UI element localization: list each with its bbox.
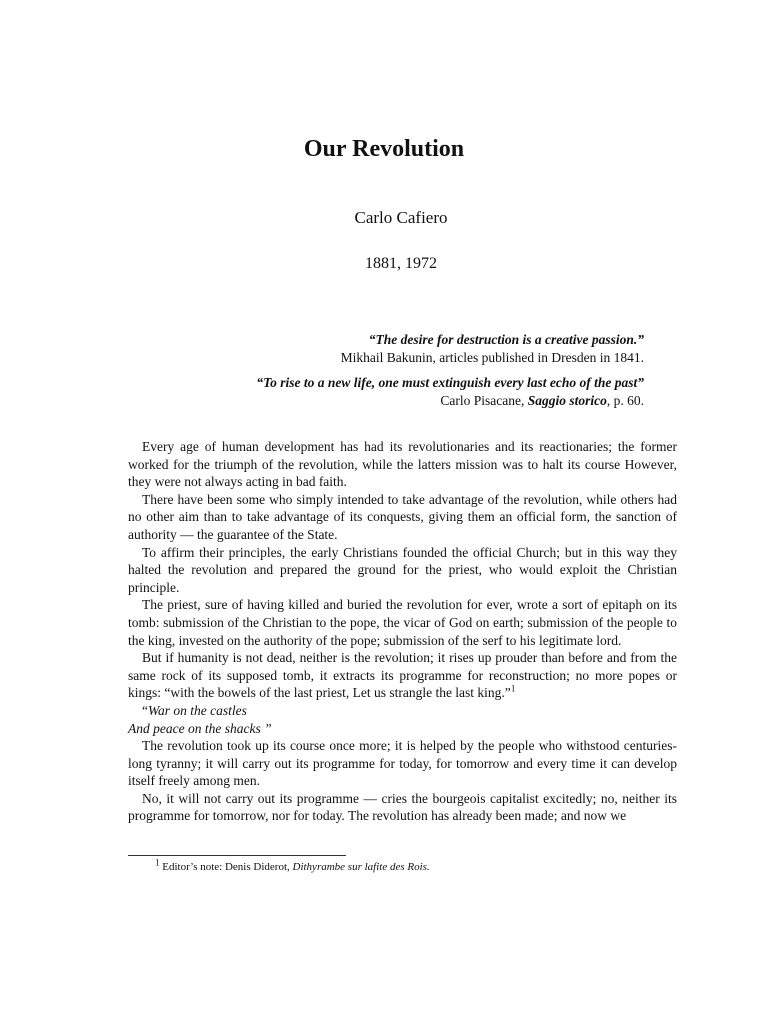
paragraph: The priest, sure of having killed and buried the revolution for ever, wrote a sort of epitaph on its tomb: submission of the Christian to the pope, the vicar of God on earth; submission of the people to the king, invested on the authority of the pope; submission of the serf to his legitimate lord. — [128, 597, 677, 648]
epigraph-quote: “The desire for destruction is a creative passion.” — [368, 332, 644, 347]
paragraph-text: But if humanity is not dead, neither is the revolution; it rises up prouder than before and from the same rock of its supposed tomb, it extracts its programme for reconstruction; no more popes or kings: “with the bowels of the last priest, Let us strangle the last king.” — [128, 650, 677, 701]
verse-line: And peace on the shacks ” — [128, 720, 272, 736]
footnote-number: 1 — [155, 857, 160, 868]
epigraph-source-page: , p. 60. — [606, 393, 644, 408]
epigraph-source-work: Saggio storico — [527, 393, 607, 408]
paragraph: The revolution took up its course once more; it is helped by the people who withstood centuries-long tyranny; it will carry out its programme for today, for tomorrow and every time it can develop itself freely among men. — [128, 738, 677, 789]
paragraph: There have been some who simply intended to take advantage of the revolution, while others had no other aim than to take advantage of its conquests, giving them an official form, the sanction of authority — the guarantee of the State. — [128, 491, 677, 542]
footnote-divider — [128, 855, 346, 856]
epigraph-quote: “To rise to a new life, one must extinguish every last echo of the past” — [256, 375, 644, 390]
body-text — [128, 438, 677, 825]
author-name: Carlo Cafiero — [354, 208, 448, 227]
epigraphs — [128, 331, 644, 417]
document-title: Our Revolution — [303, 136, 465, 162]
epigraph-source: Mikhail Bakunin, articles published in Dresden in 1841. — [340, 350, 644, 365]
verse-text: War on the castles — [148, 702, 247, 718]
paragraph: No, it will not carry out its programme — cries the bourgeois capitalist excitedly; no, neither its programme for tomorrow, nor for today. The revolution has already been made; and now we — [128, 790, 677, 824]
footnote-marker[interactable]: 1 — [510, 683, 516, 694]
paragraph: To affirm their principles, the early Christians founded the official Church; but in this way they halted the revolution and prepared the ground for the priest, who would exploit the Christian principle. — [128, 544, 677, 595]
footnote — [155, 857, 675, 874]
paragraph: Every age of human development has had its revolutionaries and its reactionaries; the former worked for the triumph of the revolution, while the latters mission was to halt its course However, they were not always acting in bad faith. — [128, 439, 677, 490]
publication-date: 1881, 1972 — [365, 255, 437, 272]
footnote-text: Editor’s note: Denis Diderot, — [162, 861, 293, 873]
paragraph — [128, 649, 677, 702]
footnote-work: Dithyrambe sur lafite des Rois. — [292, 861, 430, 873]
verse-line — [128, 702, 677, 720]
epigraph-source-author: Carlo Pisacane, — [440, 393, 528, 408]
epigraph-source — [128, 392, 644, 410]
verse-open-quote: “ — [142, 702, 148, 718]
